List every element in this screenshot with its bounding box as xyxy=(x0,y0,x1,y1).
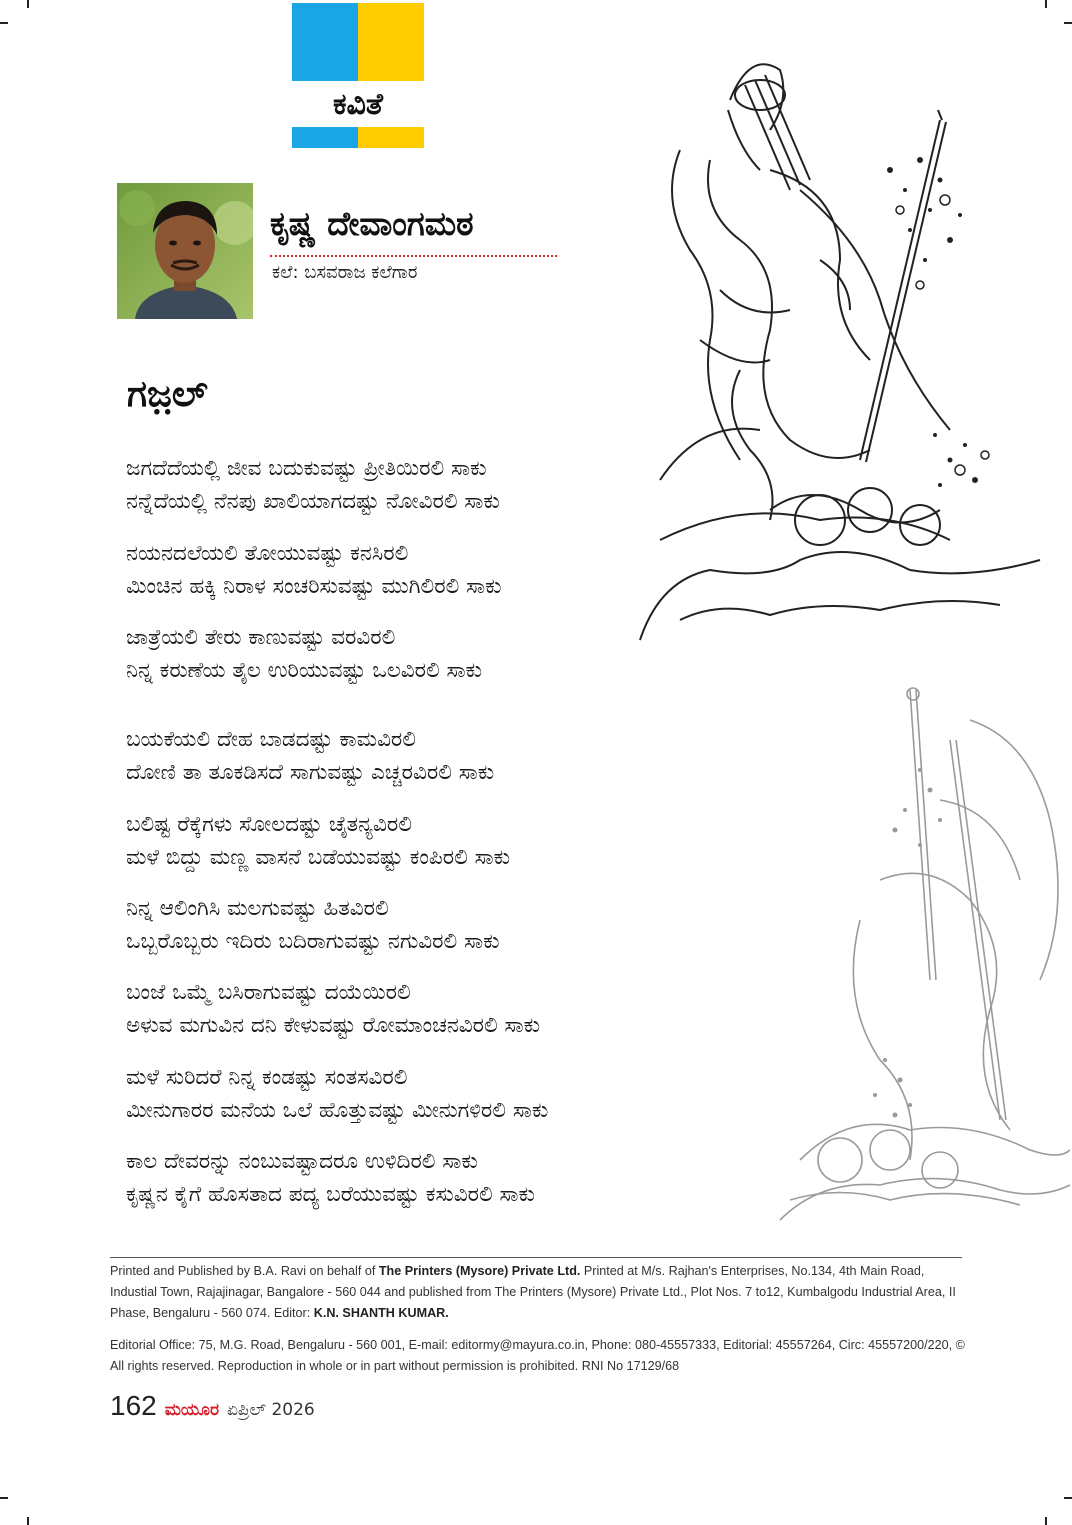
poem-line: ಬಲಿಷ್ಟ ರೆಕ್ಕೆಗಳು ಸೋಲದಷ್ಟು ಚೈತನ್ಯವಿರಲಿ xyxy=(126,812,412,837)
author-name: ಕೃಷ್ಣ ದೇವಾಂಗಮಠ xyxy=(270,204,474,243)
poem-line: ಜಗದೆದೆಯಲ್ಲಿ ಜೀವ ಬದುಕುವಷ್ಟು ಪ್ರೀತಿಯಿರಲಿ ಸಾಕು xyxy=(126,456,487,481)
couplet xyxy=(126,621,482,687)
couplet xyxy=(126,452,500,518)
crop-mark xyxy=(27,1517,29,1525)
imprint-editor: K.N. SHANTH KUMAR. xyxy=(313,1306,449,1320)
crop-mark xyxy=(1064,1497,1072,1499)
imprint-office: Editorial Office: 75, M.G. Road, Bengaluru - 560 001, E-mail: editormy@mayura.co.in, Phone: 080-45557333, Editorial: 45557264, Circ: 45557200/220, © All rights reserved. Reproduction in whole or in part without permission is prohibited. RNI No 17129/68 xyxy=(110,1338,965,1373)
page-footer xyxy=(110,1390,315,1422)
imprint-text: Printed and Published by B.A. Ravi on behalf of xyxy=(110,1264,379,1278)
poem-title: ಗಜ಼ಲ್ xyxy=(127,372,208,415)
couplet xyxy=(126,892,500,958)
crop-mark xyxy=(27,0,29,8)
imprint-divider xyxy=(110,1257,962,1258)
poem-line: ನಿನ್ನ ಕರುಣೆಯ ತೈಲ ಉರಿಯುವಷ್ಟು ಒಲವಿರಲಿ ಸಾಕು xyxy=(126,658,483,683)
couplet xyxy=(126,808,510,874)
poem-line: ಬಯಕೆಯಲಿ ದೇಹ ಬಾಡದಷ್ಟು ಕಾಮವಿರಲಿ xyxy=(126,727,417,752)
crop-mark xyxy=(1045,1517,1047,1525)
couplet xyxy=(126,537,502,603)
crop-mark xyxy=(1064,22,1072,24)
poem-line: ನಿನ್ನ ಆಲಿಂಗಿಸಿ ಮಲಗುವಷ್ಟು ಹಿತವಿರಲಿ xyxy=(126,896,389,921)
crop-mark xyxy=(1045,0,1047,8)
poem-line: ಒಬ್ಬರೊಬ್ಬರು ಇದಿರು ಬದಿರಾಗುವಷ್ಟು ನಗುವಿರಲಿ ಸಾಕು xyxy=(126,929,500,954)
couplet xyxy=(126,1145,535,1211)
couplet xyxy=(126,976,540,1042)
poem-line: ಜಾತ್ರೆಯಲಿ ತೇರು ಕಾಣುವಷ್ಟು ವರವಿರಲಿ xyxy=(126,625,396,650)
imprint-publisher xyxy=(110,1261,970,1324)
poem-line: ದೋಣಿ ತಾ ತೂಕಡಿಸದೆ ಸಾಗುವಷ್ಟು ಎಚ್ಚರವಿರಲಿ ಸಾಕು xyxy=(126,760,495,785)
name-underline xyxy=(270,255,557,257)
magazine-logo: ಮಯೂರ xyxy=(164,1400,219,1420)
art-credit: ಕಲೆ: ಬಸವರಾಜ ಕಲೆಗಾರ xyxy=(272,262,418,283)
couplet xyxy=(126,1061,548,1127)
crop-mark xyxy=(0,1497,8,1499)
illustration-veena-player xyxy=(620,40,1070,650)
poem-line: ಬಂಜೆ ಒಮ್ಮೆ ಬಸಿರಾಗುವಷ್ಟು ದಯೆಯಿರಲಿ xyxy=(126,980,411,1005)
crop-mark xyxy=(0,22,8,24)
poem-line: ಮಳೆ ಬಿದ್ದು ಮಣ್ಣ ವಾಸನೆ ಬಡೆಯುವಷ್ಟು ಕಂಪಿರಲಿ ಸಾಕು xyxy=(126,845,511,870)
badge-blue-top xyxy=(292,3,358,81)
section-label: ಕವಿತೆ xyxy=(333,86,383,122)
issue-date: ಏಪ್ರಿಲ್ 2026 xyxy=(226,1400,315,1420)
poem-line: ಕೃಷ್ಣನ ಕೈಗೆ ಹೊಸತಾದ ಪದ್ಯ ಬರೆಯುವಷ್ಟು ಕಸುವಿರಲಿ ಸಾಕು xyxy=(126,1182,536,1207)
poem-line: ಕಾಲ ದೇವರನ್ನು ನಂಬುವಷ್ಟಾದರೂ ಉಳಿದಿರಲಿ ಸಾಕು xyxy=(126,1149,478,1174)
badge-yellow-top xyxy=(358,3,424,81)
poem-line: ಮಳೆ ಸುರಿದರೆ ನಿನ್ನ ಕಂಡಷ್ಟು ಸಂತಸವಿರಲಿ xyxy=(126,1065,408,1090)
poem-line: ನಯನದಲೆಯಲಿ ತೋಯುವಷ್ಟು ಕನಸಿರಲಿ xyxy=(126,541,409,566)
couplet xyxy=(126,723,494,789)
badge-yellow-bottom xyxy=(358,127,424,148)
poem-line: ಮಿಂಚಿನ ಹಕ್ಕಿ ನಿರಾಳ ಸಂಚರಿಸುವಷ್ಟು ಮುಗಿಲಿರಲಿ ಸಾಕು xyxy=(126,574,502,599)
poem-line: ಅಳುವ ಮಗುವಿನ ದನಿ ಕೇಳುವಷ್ಟು ರೋಮಾಂಚನವಿರಲಿ ಸಾಕು xyxy=(126,1013,541,1038)
page-number: 162 xyxy=(110,1390,157,1421)
author-photo xyxy=(117,183,253,319)
poem-line: ನನ್ನೆದೆಯಲ್ಲಿ ನೆನಪು ಖಾಲಿಯಾಗದಷ್ಟು ನೋವಿರಲಿ ಸಾಕು xyxy=(126,489,500,514)
badge-blue-bottom xyxy=(292,127,358,148)
imprint-text: Printed at M/s. Rajhan's Enterprises, No.134, 4th Main Road, Industial Town, Rajajinagar, Bangalore - 560 044 and published from The Printers (Mysore) Private Ltd., Plot Nos. 7 to12, Kumbalgodu Industrial Area, II Phase, Bengaluru - 560 074. Editor: xyxy=(110,1264,956,1320)
imprint-company: The Printers (Mysore) Private Ltd. xyxy=(378,1264,581,1278)
poem-line: ಮೀನುಗಾರರ ಮನೆಯ ಒಲೆ ಹೊತ್ತುವಷ್ಟು ಮೀನುಗಳಿರಲಿ ಸಾಕು xyxy=(126,1098,549,1123)
illustration-veena-faded xyxy=(770,680,1070,1230)
